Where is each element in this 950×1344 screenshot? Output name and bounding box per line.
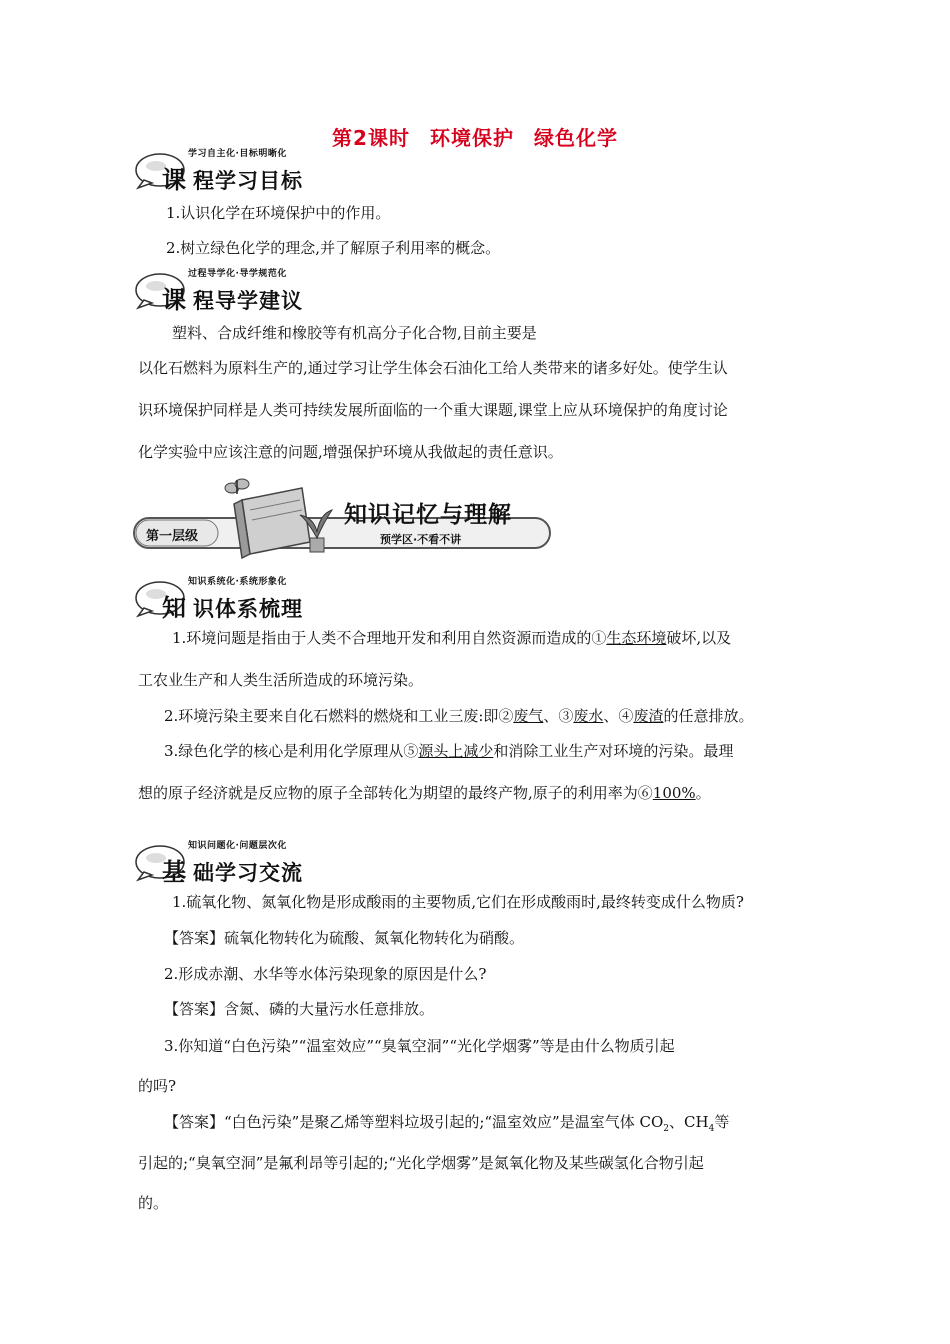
blank-answer: 100% (652, 784, 696, 802)
answer-3-end: 的。 (138, 1194, 169, 1212)
system-paragraph-1-cont: 工农业生产和人类生活所造成的环境污染。 (138, 671, 424, 689)
question-1: 1.硫氧化物、氮氧化物是形成酸雨的主要物质,它们在形成酸雨时,最终转变成什么物质? (172, 893, 744, 911)
system-paragraph-3: 3.绿色化学的核心是利用化学原理从⑤源头上减少和消除工业生产对环境的污染。最理 (164, 742, 734, 760)
title-topic-2: 绿色化学 (533, 126, 618, 150)
blank-answer: 废渣 (633, 707, 664, 725)
section-tagline: 学习自主化·目标明晰化 (188, 149, 287, 159)
title-lesson: 第2课时 (332, 126, 410, 150)
blank-answer: 源头上减少 (418, 742, 494, 760)
blank-answer: 废气 (513, 707, 544, 725)
banner-heading: 知识记忆与理解 (344, 502, 512, 528)
banner-level-label: 第一层级 (146, 529, 199, 544)
guide-paragraph-line: 塑料、合成纤维和橡胶等有机高分子化合物,目前主要是 (172, 324, 537, 342)
level-banner (132, 470, 552, 560)
section-heading: 基 础学习交流 (162, 858, 303, 886)
system-paragraph-2: 2.环境污染主要来自化石燃料的燃烧和工业三废:即②废气、③废水、④废渣的任意排放。 (164, 707, 754, 725)
system-paragraph-3-cont: 想的原子经济就是反应物的原子全部转化为期望的最终产物,原子的利用率为⑥100%。 (138, 784, 711, 802)
system-paragraph-1: 1.环境问题是指由于人类不合理地开发和利用自然资源而造成的①生态环境破坏,以及 (172, 629, 732, 647)
answer-3-cont: 引起的;“臭氧空洞”是氟利昂等引起的;“光化学烟雾”是氮氧化物及某些碳氢化合物引起 (138, 1154, 704, 1172)
question-2: 2.形成赤潮、水华等水体污染现象的原因是什么? (164, 965, 487, 983)
section-header-goals (134, 146, 394, 198)
section-header-system (134, 574, 394, 626)
section-tagline: 知识问题化·问题层次化 (188, 841, 287, 851)
section-tagline: 过程导学化·导学规范化 (188, 269, 287, 279)
question-3-cont: 的吗? (138, 1077, 177, 1095)
section-header-guide (134, 266, 394, 318)
blank-answer: 废水 (573, 707, 604, 725)
section-heading: 课 程学习目标 (162, 166, 303, 194)
title-topic-1: 环境保护 (429, 126, 514, 150)
answer-3: 【答案】“白色污染”是聚乙烯等塑料垃圾引起的;“温室效应”是温室气体 $CO_2$、$CH_4$等 (164, 1113, 730, 1134)
butterfly-icon (225, 479, 249, 494)
section-tagline: 知识系统化·系统形象化 (188, 577, 287, 587)
section-heading: 知 识体系梳理 (162, 594, 303, 622)
banner-subtitle: 预学区·不看不讲 (380, 533, 462, 546)
guide-paragraph-line: 化学实验中应该注意的问题,增强保护环境从我做起的责任意识。 (138, 443, 563, 461)
answer-2: 【答案】含氮、磷的大量污水任意排放。 (164, 1000, 435, 1018)
blank-answer: 生态环境 (606, 629, 667, 647)
goal-item: 1.认识化学在环境保护中的作用。 (166, 204, 391, 222)
answer-1: 【答案】硫氧化物转化为硫酸、氮氧化物转化为硝酸。 (164, 929, 525, 947)
guide-paragraph-line: 识环境保护同样是人类可持续发展所面临的一个重大课题,课堂上应从环境保护的角度讨论 (138, 401, 728, 419)
goal-item: 2.树立绿色化学的理念,并了解原子利用率的概念。 (166, 239, 501, 257)
section-heading: 课 程导学建议 (162, 286, 303, 314)
guide-paragraph-line: 以化石燃料为原料生产的,通过学习让学生体会石油化工给人类带来的诸多好处。使学生认 (138, 359, 728, 377)
section-header-basic (134, 838, 394, 890)
question-3: 3.你知道“白色污染”“温室效应”“臭氧空洞”“光化学烟雾”等是由什么物质引起 (164, 1037, 675, 1055)
